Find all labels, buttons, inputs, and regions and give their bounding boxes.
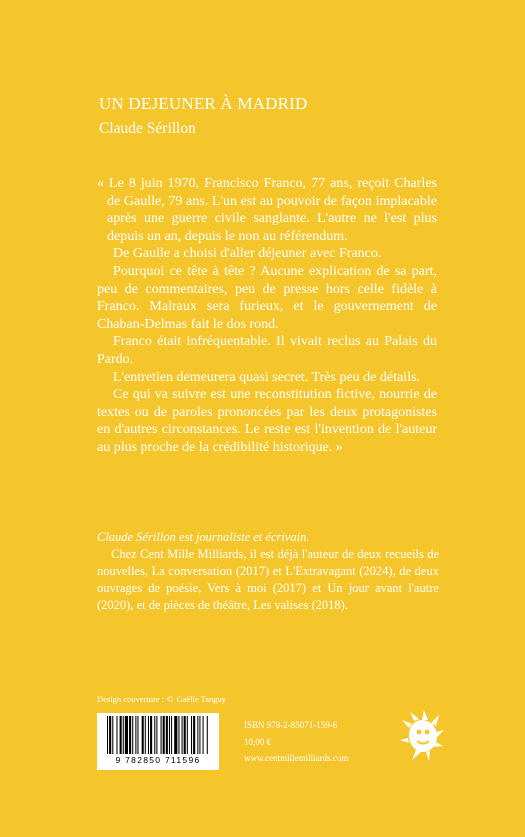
designer-name: Gaëlle Tanguy bbox=[176, 694, 227, 704]
bio-work-title: Les valises bbox=[253, 598, 309, 612]
publisher-logo-icon bbox=[400, 710, 444, 767]
isbn-text: ISBN 978-2-85071-159-6 bbox=[244, 720, 338, 730]
barcode-bar bbox=[187, 716, 188, 754]
barcode-bar bbox=[129, 716, 131, 754]
bio-work-title: Vers à moi bbox=[207, 581, 267, 595]
publication-info bbox=[244, 717, 348, 767]
blurb-paragraph: Pourquoi ce tête à tête ? Aucune explication de sa part, peu de commentaires, peu de presse hors celle fidèle à Franco. Malraux sera furieux, et le gouvernement de Chaban-Delmas fait le dos rond. bbox=[97, 263, 437, 332]
barcode-bar bbox=[207, 716, 208, 754]
design-credit bbox=[97, 694, 229, 704]
barcode-bar bbox=[191, 716, 192, 754]
bio-text: (2024), de deux ouvrages de poésie, bbox=[97, 564, 439, 595]
bio-text: (2020), et de pièces de théâtre, bbox=[97, 598, 254, 612]
bio-intro: Claude Sérillon est journaliste et écrivain. bbox=[97, 530, 310, 544]
copyright-symbol: © bbox=[167, 694, 174, 704]
barcode-bar bbox=[132, 716, 133, 754]
author-bio bbox=[97, 529, 439, 614]
bio-work-title: L'Extravagant bbox=[285, 564, 356, 578]
barcode-bar bbox=[178, 716, 179, 754]
bio-text: (2018). bbox=[308, 598, 348, 612]
barcode-bar bbox=[154, 716, 155, 754]
blurb-paragraph: Franco était infréquentable. Il vivait reclus au Palais du Pardo. bbox=[97, 334, 437, 367]
barcode-bar bbox=[197, 716, 198, 754]
blurb bbox=[97, 175, 437, 457]
bio-text: (2017) et bbox=[266, 581, 328, 595]
bio-work-title: La conversation bbox=[151, 564, 233, 578]
price: 10,00 € bbox=[244, 736, 271, 747]
publisher-website: www.centmillemilliards.com bbox=[244, 753, 349, 763]
barcode-bar bbox=[142, 716, 144, 754]
barcode-bar bbox=[109, 716, 111, 754]
barcode-bar bbox=[166, 716, 168, 754]
barcode-bar bbox=[169, 716, 170, 754]
barcode-bar bbox=[182, 716, 183, 754]
barcode-bars bbox=[97, 713, 219, 757]
barcode-bar bbox=[135, 716, 136, 754]
barcode-bar bbox=[203, 716, 204, 754]
blurb-paragraph: Ce qui va suivre est une reconstitution fictive, nourrie de textes ou de paroles prononcées par les deux protagonistes en d'autres circonstances. Le reste est l'invention de l'auteur au plus proche de la crédibilité historique. » bbox=[97, 387, 437, 455]
barcode-bar bbox=[156, 716, 157, 754]
barcode-bar bbox=[145, 716, 146, 754]
barcode-bar bbox=[148, 716, 149, 754]
barcode-bar bbox=[174, 716, 177, 754]
barcode-bar bbox=[150, 716, 152, 754]
barcode-bar bbox=[137, 716, 138, 754]
book-title: UN DEJEUNER À MADRID bbox=[99, 94, 308, 113]
barcode-bar bbox=[199, 716, 200, 754]
blurb-paragraph: « Le 8 juin 1970, Francisco Franco, 77 ans, reçoit Charles de Gaulle, 79 ans. L'un est au pouvoir de façon implacable après une guerre civile sanglante. L'autre ne l'est plus depuis un an, depuis le non au référendum. bbox=[97, 176, 437, 244]
bio-text: (2017) et bbox=[232, 564, 286, 578]
barcode-bar bbox=[193, 716, 195, 754]
isbn-barcode bbox=[97, 713, 219, 770]
barcode-bar bbox=[120, 716, 122, 754]
barcode-bar bbox=[184, 716, 186, 754]
blurb-paragraph: L'entretien demeurera quasi secret. Très peu de détails. bbox=[113, 369, 420, 385]
book-author: Claude Sérillon bbox=[99, 120, 196, 137]
barcode-bar bbox=[123, 716, 124, 754]
barcode-bar bbox=[161, 716, 162, 754]
barcode-bar bbox=[107, 716, 108, 754]
bio-work-title: Un jour avant l'autre bbox=[327, 581, 439, 595]
bio-text: Chez Cent Mille Milliards, il est déjà l'auteur de deux recueils de nouvelles, bbox=[97, 547, 439, 578]
barcode-bar bbox=[171, 716, 172, 754]
barcode-digits: 9 782850 711596 bbox=[115, 755, 201, 765]
design-label: Design couverture : bbox=[97, 694, 165, 704]
barcode-bar bbox=[163, 716, 165, 754]
barcode-bar bbox=[125, 716, 128, 754]
bio-works bbox=[97, 546, 439, 614]
barcode-bar bbox=[116, 716, 117, 754]
barcode-bar bbox=[112, 716, 113, 754]
blurb-paragraph: De Gaulle a choisi d'aller déjeuner avec Franco. bbox=[113, 246, 382, 262]
